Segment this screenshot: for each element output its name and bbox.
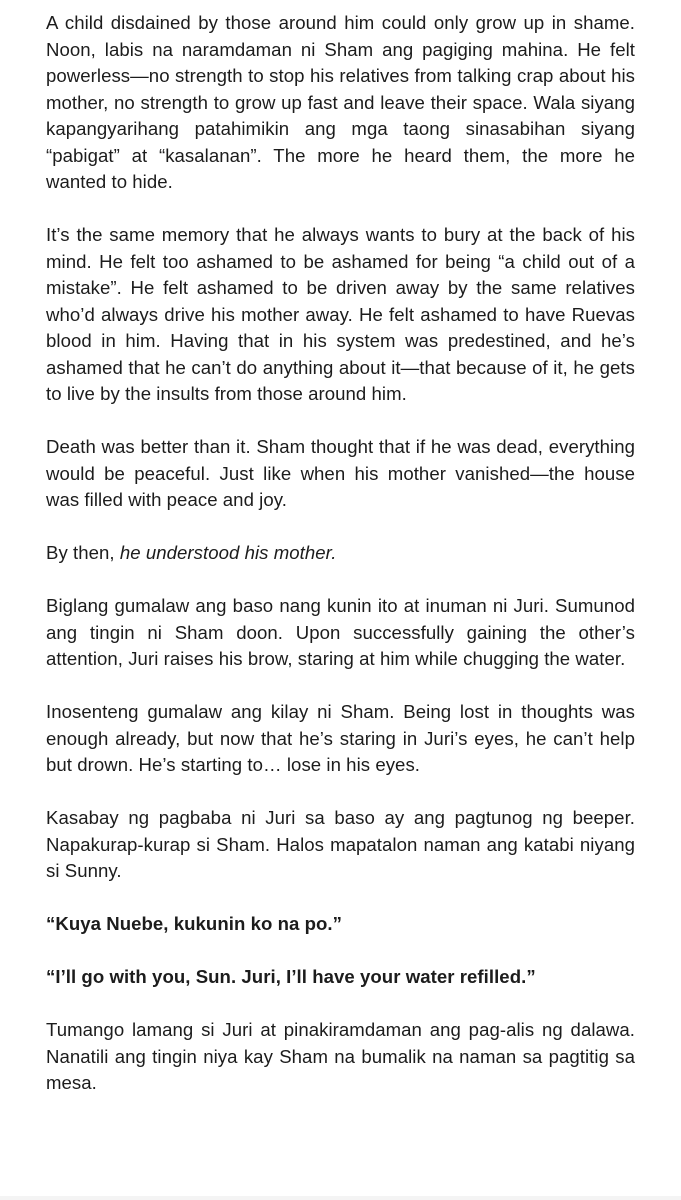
paragraph-4-lead: By then, — [46, 542, 120, 563]
paragraph-5: Biglang gumalaw ang baso nang kunin ito at inuman ni Juri. Sumunod ang tingin ni Sham doon. Upon successfully gaining the other’s attention, Juri raises his brow, staring at him while chugging the water. — [46, 595, 635, 669]
paragraph-8: Tumango lamang si Juri at pinakiramdaman ang pag-alis ng dalawa. Nanatili ang tingin niya kay Sham na bumalik na naman sa pagtitig sa mesa. — [46, 1019, 635, 1093]
paragraph-4 — [46, 540, 635, 567]
paragraph-6: Inosenteng gumalaw ang kilay ni Sham. Being lost in thoughts was enough already, but now that he’s staring in Juri’s eyes, he can’t help but drown. He’s starting to… lose in his eyes. — [46, 701, 635, 775]
paragraph-7: Kasabay ng pagbaba ni Juri sa baso ay ang pagtunog ng beeper. Napakurap-kurap si Sham. Halos mapatalon naman ang katabi niyang si Sunny. — [46, 807, 635, 881]
paragraph-4-italic: he understood his mother. — [119, 542, 337, 563]
bottom-edge — [0, 1196, 681, 1200]
dialogue-2: “I’ll go with you, Sun. Juri, I’ll have your water refilled.” — [46, 966, 536, 987]
dialogue-1: “Kuya Nuebe, kukunin ko na po.” — [46, 913, 342, 934]
paragraph-2: It’s the same memory that he always wants to bury at the back of his mind. He felt too ashamed to be ashamed for being “a child out of a mistake”. He felt ashamed to be driven away by the same relatives who’d always drive his mother away. He felt ashamed to have Ruevas blood in him. Having that in his system was predestined, and he’s ashamed that he can’t do anything about it—that because of it, he gets to live by the insults from those around him. — [46, 224, 635, 404]
story-text — [46, 10, 635, 1097]
paragraph-3: Death was better than it. Sham thought that if he was dead, everything would be peaceful. Just like when his mother vanished—the house was filled with peace and joy. — [46, 436, 635, 510]
paragraph-1: A child disdained by those around him could only grow up in shame. Noon, labis na naramdaman ni Sham ang pagiging mahina. He felt powerless—no strength to stop his relatives from talking crap about his mother, no strength to grow up fast and leave their space. Wala siyang kapangyarihang patahimikin ang mga taong sinasabihan siyang “pabigat” at “kasalanan”. The more he heard them, the more he wanted to hide. — [46, 12, 635, 192]
